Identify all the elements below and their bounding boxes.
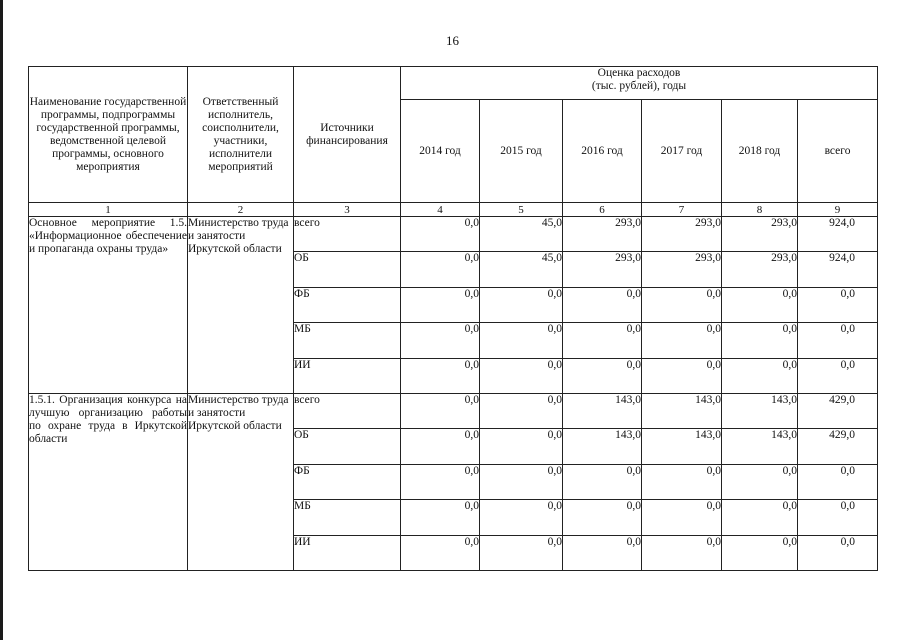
year-value-cell: 0,0	[563, 464, 642, 499]
year-value-cell: 293,0	[563, 252, 642, 287]
responsible-cell: Министерство труда и занятости Иркутской области	[188, 393, 294, 570]
year-value-cell: 0,0	[563, 287, 642, 322]
year-value-cell: 0,0	[401, 323, 480, 358]
column-number: 3	[294, 203, 401, 217]
total-value-cell: 0,0	[798, 535, 878, 570]
year-value-cell: 0,0	[722, 464, 798, 499]
program-name-cell: 1.5.1. Организация конкурса на лучшую организацию работы по охране труда в Иркутской области	[29, 393, 188, 570]
column-number-row	[29, 203, 878, 217]
year-value-cell: 0,0	[480, 429, 563, 464]
total-value-cell: 924,0	[798, 217, 878, 252]
year-value-cell: 0,0	[401, 217, 480, 252]
scan-left-edge	[0, 0, 3, 640]
total-value-cell: 0,0	[798, 500, 878, 535]
year-value-cell: 0,0	[642, 464, 722, 499]
year-value-cell: 0,0	[722, 535, 798, 570]
total-value-cell: 0,0	[798, 464, 878, 499]
total-value-cell: 0,0	[798, 358, 878, 393]
funding-source-cell: ИИ	[294, 358, 401, 393]
header-sources: Источники финансирования	[294, 67, 401, 203]
year-value-cell: 293,0	[642, 217, 722, 252]
year-value-cell: 0,0	[722, 500, 798, 535]
page-number: 16	[446, 33, 459, 48]
year-value-cell: 0,0	[722, 323, 798, 358]
column-number: 9	[798, 203, 878, 217]
year-value-cell: 45,0	[480, 217, 563, 252]
year-value-cell: 0,0	[480, 287, 563, 322]
year-value-cell: 293,0	[722, 217, 798, 252]
year-value-cell: 143,0	[642, 393, 722, 428]
year-value-cell: 0,0	[401, 287, 480, 322]
budget-table	[28, 66, 878, 571]
column-number: 1	[29, 203, 188, 217]
year-value-cell: 293,0	[563, 217, 642, 252]
year-value-cell: 0,0	[642, 535, 722, 570]
header-program-name: Наименование государственной программы, подпрограммы государственной программы, ведомственной целевой программы, основного мероприятия	[29, 67, 188, 203]
header-year-2016: 2016 год	[563, 100, 642, 203]
year-value-cell: 0,0	[401, 500, 480, 535]
funding-source-cell: МБ	[294, 500, 401, 535]
year-value-cell: 45,0	[480, 252, 563, 287]
year-value-cell: 0,0	[563, 500, 642, 535]
year-value-cell: 293,0	[722, 252, 798, 287]
header-year-2014: 2014 год	[401, 100, 480, 203]
total-value-cell: 0,0	[798, 287, 878, 322]
funding-source-cell: ФБ	[294, 464, 401, 499]
header-year-2018: 2018 год	[722, 100, 798, 203]
year-value-cell: 0,0	[401, 464, 480, 499]
year-value-cell: 0,0	[563, 358, 642, 393]
header-responsible: Ответственный исполнитель, соисполнители, участники, исполнители мероприятий	[188, 67, 294, 203]
year-value-cell: 0,0	[722, 287, 798, 322]
year-value-cell: 143,0	[722, 429, 798, 464]
funding-source-cell: всего	[294, 217, 401, 252]
header-expense-estimate-line2: (тыс. рублей), годы	[591, 80, 687, 92]
year-value-cell: 0,0	[401, 429, 480, 464]
year-value-cell: 0,0	[401, 535, 480, 570]
column-number: 7	[642, 203, 722, 217]
column-number: 8	[722, 203, 798, 217]
total-value-cell: 429,0	[798, 429, 878, 464]
column-number: 2	[188, 203, 294, 217]
year-value-cell: 0,0	[642, 287, 722, 322]
table-row	[29, 393, 878, 428]
header-year-2015: 2015 год	[480, 100, 563, 203]
year-value-cell: 0,0	[480, 323, 563, 358]
year-value-cell: 143,0	[642, 429, 722, 464]
year-value-cell: 0,0	[642, 323, 722, 358]
funding-source-cell: ИИ	[294, 535, 401, 570]
year-value-cell: 143,0	[722, 393, 798, 428]
header-total: всего	[798, 100, 878, 203]
year-value-cell: 293,0	[642, 252, 722, 287]
year-value-cell: 0,0	[480, 393, 563, 428]
header-expense-estimate-line1: Оценка расходов	[597, 67, 681, 79]
year-value-cell: 0,0	[642, 500, 722, 535]
column-number: 4	[401, 203, 480, 217]
total-value-cell: 0,0	[798, 323, 878, 358]
column-number: 5	[480, 203, 563, 217]
table-row	[29, 217, 878, 252]
year-value-cell: 0,0	[563, 535, 642, 570]
funding-source-cell: МБ	[294, 323, 401, 358]
year-value-cell: 0,0	[401, 393, 480, 428]
funding-source-cell: ОБ	[294, 252, 401, 287]
year-value-cell: 143,0	[563, 429, 642, 464]
year-value-cell: 0,0	[480, 535, 563, 570]
total-value-cell: 429,0	[798, 393, 878, 428]
column-number: 6	[563, 203, 642, 217]
header-year-2017: 2017 год	[642, 100, 722, 203]
header-expense-estimate	[401, 67, 878, 100]
year-value-cell: 0,0	[642, 358, 722, 393]
year-value-cell: 0,0	[480, 500, 563, 535]
funding-source-cell: всего	[294, 393, 401, 428]
year-value-cell: 0,0	[480, 358, 563, 393]
program-name-cell: Основное мероприятие 1.5. «Информационное обеспечение и пропаганда охраны труда»	[29, 217, 188, 394]
year-value-cell: 0,0	[563, 323, 642, 358]
responsible-cell: Министерство труда и занятости Иркутской области	[188, 217, 294, 394]
year-value-cell: 0,0	[401, 358, 480, 393]
year-value-cell: 0,0	[722, 358, 798, 393]
funding-source-cell: ФБ	[294, 287, 401, 322]
year-value-cell: 0,0	[480, 464, 563, 499]
year-value-cell: 0,0	[401, 252, 480, 287]
total-value-cell: 924,0	[798, 252, 878, 287]
funding-source-cell: ОБ	[294, 429, 401, 464]
year-value-cell: 143,0	[563, 393, 642, 428]
